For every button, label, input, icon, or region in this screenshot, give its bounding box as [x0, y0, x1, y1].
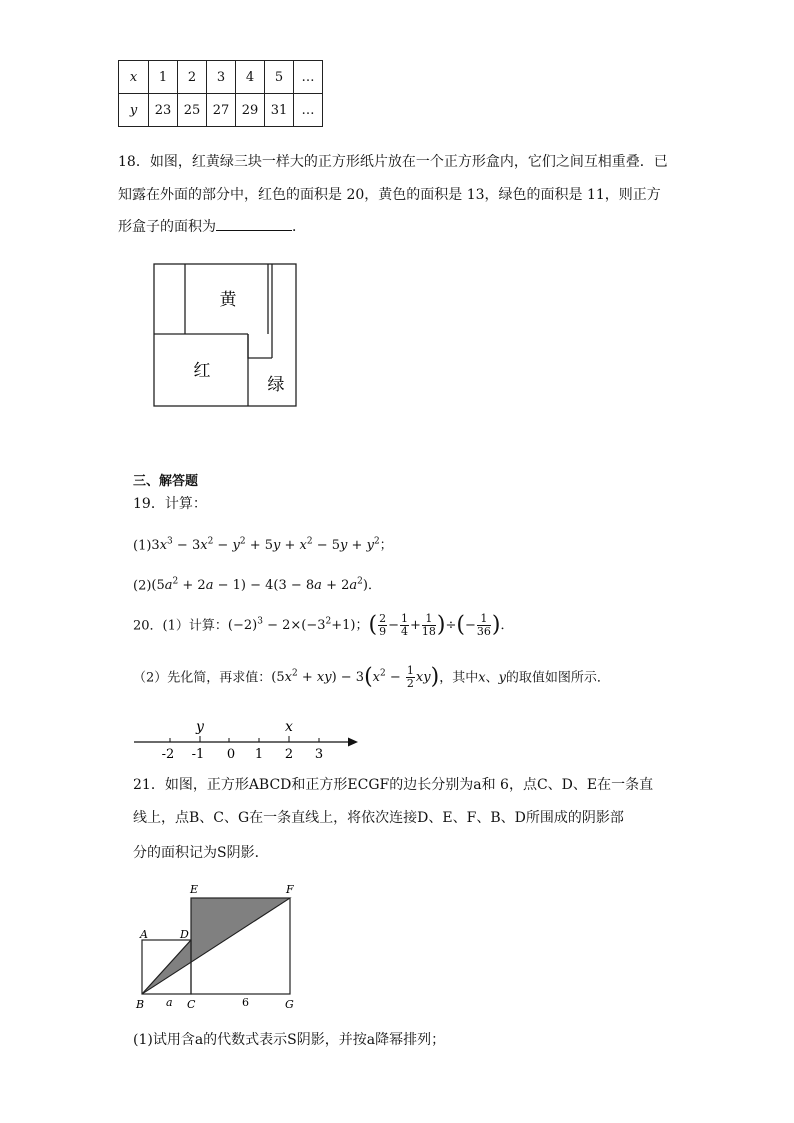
point-D: D	[180, 928, 189, 941]
table-cell: 1	[149, 61, 178, 94]
tick-label: 1	[254, 747, 264, 760]
q19-item2-prefix: (2)	[133, 578, 152, 594]
squares-figure	[150, 260, 300, 410]
y-header: y	[119, 94, 149, 127]
tick-label: -1	[191, 747, 205, 760]
table-cell: 4	[236, 61, 265, 94]
q19-item1	[133, 532, 393, 556]
q20-tail2: 的取值如图所示．	[505, 670, 610, 686]
point-C: C	[187, 998, 196, 1011]
q20-suffix2: ，其中	[439, 670, 479, 686]
q20-expr1a: $(-2)^3 - 2\times(-3^2+1)$；	[227, 617, 369, 634]
q20-var-x: x	[478, 670, 486, 686]
answer-blank[interactable]	[216, 216, 292, 231]
q18-line3-prefix: 形盒子的面积为	[118, 219, 216, 235]
table-row	[119, 94, 323, 127]
tick-label: -2	[161, 747, 175, 760]
tick-label: 0	[226, 747, 236, 760]
q21-sub1: (1)试用含a的代数式表示S阴影，并按a降幂排列；	[133, 1032, 446, 1048]
table-cell: 29	[236, 94, 265, 127]
table-cell: 23	[149, 94, 178, 127]
label-yellow: 黄	[219, 290, 237, 310]
q18-line2: 知露在外面的部分中，红色的面积是 20，黄色的面积是 13，绿色的面积是 11，则正方	[118, 187, 661, 203]
x-header: x	[119, 61, 149, 94]
numberline-label-y: y	[196, 719, 204, 735]
table-cell: 2	[178, 61, 207, 94]
table-cell: …	[294, 61, 323, 94]
q20-expr2: $(5x^2 + xy) - 3(x^2$ − $\frac{1}{2}$ xy)	[271, 664, 440, 691]
numberline-label-x: x	[285, 719, 293, 735]
arrow-right-icon	[348, 738, 358, 747]
q20-var-y: y	[498, 670, 506, 686]
table-cell: 31	[265, 94, 294, 127]
q19-expr2: $(5a^2 + 2a - 1) - 4(3 - 8a + 2a^2)$．	[151, 577, 381, 594]
q19-title: 19．计算：	[133, 496, 207, 512]
q19-item2	[133, 572, 381, 596]
table-cell: 27	[207, 94, 236, 127]
q20-part1	[133, 612, 514, 638]
q20-prefix2: （2）先化简，再求值：	[133, 670, 272, 686]
number-line	[130, 712, 362, 760]
label-a: a	[166, 996, 173, 1009]
table-cell: …	[294, 94, 323, 127]
q20-part2	[133, 664, 610, 690]
point-F: F	[286, 883, 294, 896]
q21-line1: 21．如图，正方形ABCD和正方形ECGF的边长分别为a和 6，点C、D、E在一条直	[133, 777, 654, 793]
q18-line1: 18．如图，红黄绿三块一样大的正方形纸片放在一个正方形盒内，它们之间互相重叠．已	[118, 154, 668, 170]
q19-expr1: $3x^3 - 3x^2 - y^2 + 5y + x^2 - 5y + y^2$；	[151, 537, 393, 554]
q21-line2: 线上，点B、C、G在一条直线上，将依次连接D、E、F、B、D所围成的阴影部	[133, 810, 624, 826]
xy-table	[118, 60, 323, 127]
table-row	[119, 61, 323, 94]
q21-line3: 分的面积记为S阴影．	[133, 845, 269, 861]
q20-expr1b: ( $\frac{2}{9}$ − $\frac{1}{4}$ + $\frac{1}{18}$ )÷(− $\frac{1}{36}$ )．	[368, 612, 514, 639]
point-A: A	[140, 928, 148, 941]
label-green: 绿	[267, 375, 285, 395]
q20-prefix1: 20．(1）计算：	[133, 618, 228, 634]
geometry-figure	[128, 878, 308, 1014]
tick-label: 2	[284, 747, 294, 760]
q20-sep: 、	[485, 670, 499, 686]
label-6: 6	[242, 996, 249, 1009]
tick-label: 3	[314, 747, 324, 760]
q18-line3-suffix: ．	[292, 219, 306, 235]
point-E: E	[190, 883, 199, 896]
table-cell: 5	[265, 61, 294, 94]
table-cell: 25	[178, 94, 207, 127]
label-red: 红	[193, 361, 211, 381]
q18-line3	[118, 216, 306, 237]
point-B: B	[136, 998, 145, 1011]
q19-item1-prefix: (1)	[133, 538, 152, 554]
section-title: 三、解答题	[133, 474, 199, 489]
table-cell: 3	[207, 61, 236, 94]
point-G: G	[285, 998, 294, 1011]
